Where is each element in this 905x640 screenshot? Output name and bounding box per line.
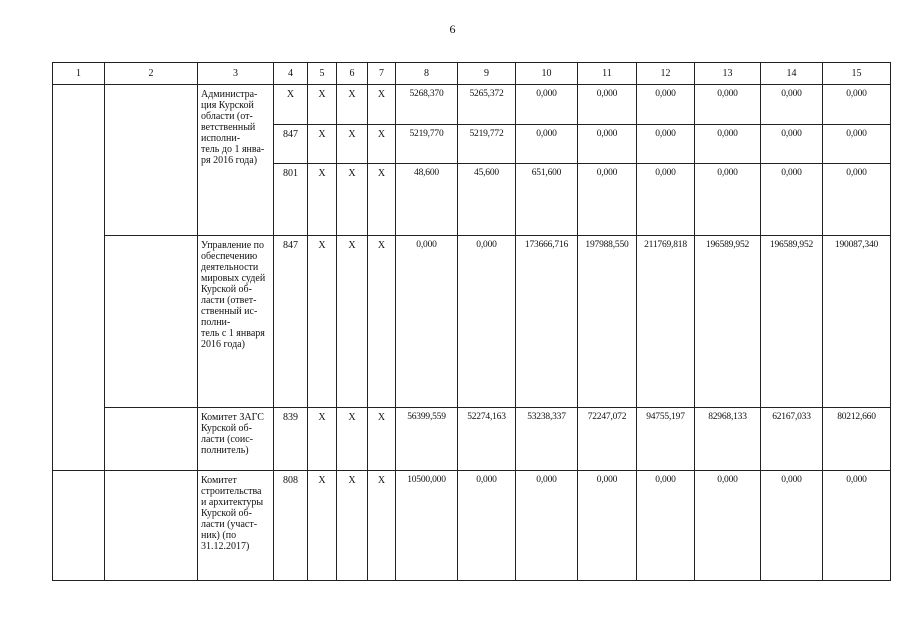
header-cell: 4 <box>274 63 308 85</box>
header-cell: 12 <box>637 63 695 85</box>
code-cell: 839 <box>274 408 308 471</box>
column-2-cell <box>105 85 198 236</box>
mark-cell: Х <box>308 236 337 408</box>
value-cell: 0,000 <box>823 125 891 164</box>
executor-name-cell: Администра- ция Курской области (от- ветственный исполни- тель до 1 янва- ря 2016 года) <box>198 85 274 236</box>
column-2-cell <box>105 471 198 581</box>
value-cell: 0,000 <box>578 471 637 581</box>
value-cell: 196589,952 <box>761 236 823 408</box>
value-cell: 173666,716 <box>516 236 578 408</box>
value-cell: 52274,163 <box>458 408 516 471</box>
value-cell: 0,000 <box>823 164 891 236</box>
value-cell: 190087,340 <box>823 236 891 408</box>
value-cell: 0,000 <box>695 85 761 125</box>
value-cell: 0,000 <box>695 125 761 164</box>
header-cell: 8 <box>396 63 458 85</box>
header-cell: 1 <box>53 63 105 85</box>
header-cell: 13 <box>695 63 761 85</box>
mark-cell: Х <box>308 85 337 125</box>
mark-cell: Х <box>368 471 396 581</box>
value-cell: 5219,772 <box>458 125 516 164</box>
executor-name-cell: Комитет строительства и архитектуры Курской об- ласти (участ- ник) (по 31.12.2017) <box>198 471 274 581</box>
code-cell: 847 <box>274 125 308 164</box>
value-cell: 0,000 <box>823 85 891 125</box>
value-cell: 5219,770 <box>396 125 458 164</box>
mark-cell: Х <box>337 164 368 236</box>
value-cell: 82968,133 <box>695 408 761 471</box>
value-cell: 0,000 <box>458 471 516 581</box>
mark-cell: Х <box>308 408 337 471</box>
table-row <box>53 471 891 581</box>
mark-cell: Х <box>308 164 337 236</box>
value-cell: 56399,559 <box>396 408 458 471</box>
mark-cell: Х <box>337 85 368 125</box>
mark-cell: Х <box>368 236 396 408</box>
header-cell: 14 <box>761 63 823 85</box>
header-cell: 9 <box>458 63 516 85</box>
header-cell: 5 <box>308 63 337 85</box>
value-cell: 0,000 <box>458 236 516 408</box>
mark-cell: Х <box>337 236 368 408</box>
code-cell: 801 <box>274 164 308 236</box>
column-1-cell <box>53 85 105 471</box>
budget-table <box>52 62 891 581</box>
value-cell: 0,000 <box>516 85 578 125</box>
value-cell: 62167,033 <box>761 408 823 471</box>
value-cell: 5268,370 <box>396 85 458 125</box>
value-cell: 0,000 <box>578 164 637 236</box>
mark-cell: Х <box>337 471 368 581</box>
value-cell: 48,600 <box>396 164 458 236</box>
table-row <box>53 408 891 471</box>
value-cell: 0,000 <box>761 125 823 164</box>
value-cell: 5265,372 <box>458 85 516 125</box>
table-row <box>53 85 891 125</box>
mark-cell: Х <box>368 125 396 164</box>
executor-name-cell: Управление по обеспечению деятельности мировых судей Курской об- ласти (ответ- ственный ис- полни- тель с 1 января 2016 года) <box>198 236 274 408</box>
value-cell: 0,000 <box>637 125 695 164</box>
value-cell: 53238,337 <box>516 408 578 471</box>
value-cell: 0,000 <box>578 85 637 125</box>
header-row <box>53 63 891 85</box>
page-number: 6 <box>449 22 456 36</box>
header-cell: 2 <box>105 63 198 85</box>
value-cell: 196589,952 <box>695 236 761 408</box>
value-cell: 72247,072 <box>578 408 637 471</box>
header-cell: 11 <box>578 63 637 85</box>
column-1-cell <box>53 471 105 581</box>
table-row <box>53 236 891 408</box>
executor-name-cell: Комитет ЗАГС Курской об- ласти (соис- полнитель) <box>198 408 274 471</box>
column-2-cell <box>105 408 198 471</box>
value-cell: 197988,550 <box>578 236 637 408</box>
value-cell: 0,000 <box>637 164 695 236</box>
value-cell: 0,000 <box>695 471 761 581</box>
value-cell: 0,000 <box>761 164 823 236</box>
value-cell: 45,600 <box>458 164 516 236</box>
mark-cell: Х <box>337 408 368 471</box>
header-cell: 6 <box>337 63 368 85</box>
column-2-cell <box>105 236 198 408</box>
mark-cell: Х <box>368 164 396 236</box>
value-cell: 80212,660 <box>823 408 891 471</box>
value-cell: 0,000 <box>516 125 578 164</box>
code-cell: 847 <box>274 236 308 408</box>
value-cell: 0,000 <box>761 471 823 581</box>
value-cell: 0,000 <box>578 125 637 164</box>
value-cell: 211769,818 <box>637 236 695 408</box>
mark-cell: Х <box>308 125 337 164</box>
value-cell: 0,000 <box>695 164 761 236</box>
value-cell: 94755,197 <box>637 408 695 471</box>
value-cell: 0,000 <box>823 471 891 581</box>
mark-cell: Х <box>308 471 337 581</box>
value-cell: 0,000 <box>761 85 823 125</box>
header-cell: 7 <box>368 63 396 85</box>
code-cell: 808 <box>274 471 308 581</box>
mark-cell: Х <box>368 408 396 471</box>
header-cell: 3 <box>198 63 274 85</box>
header-cell: 10 <box>516 63 578 85</box>
header-cell: 15 <box>823 63 891 85</box>
code-cell: Х <box>274 85 308 125</box>
value-cell: 0,000 <box>637 85 695 125</box>
value-cell: 0,000 <box>396 236 458 408</box>
mark-cell: Х <box>368 85 396 125</box>
value-cell: 0,000 <box>637 471 695 581</box>
value-cell: 10500,000 <box>396 471 458 581</box>
value-cell: 0,000 <box>516 471 578 581</box>
value-cell: 651,600 <box>516 164 578 236</box>
mark-cell: Х <box>337 125 368 164</box>
